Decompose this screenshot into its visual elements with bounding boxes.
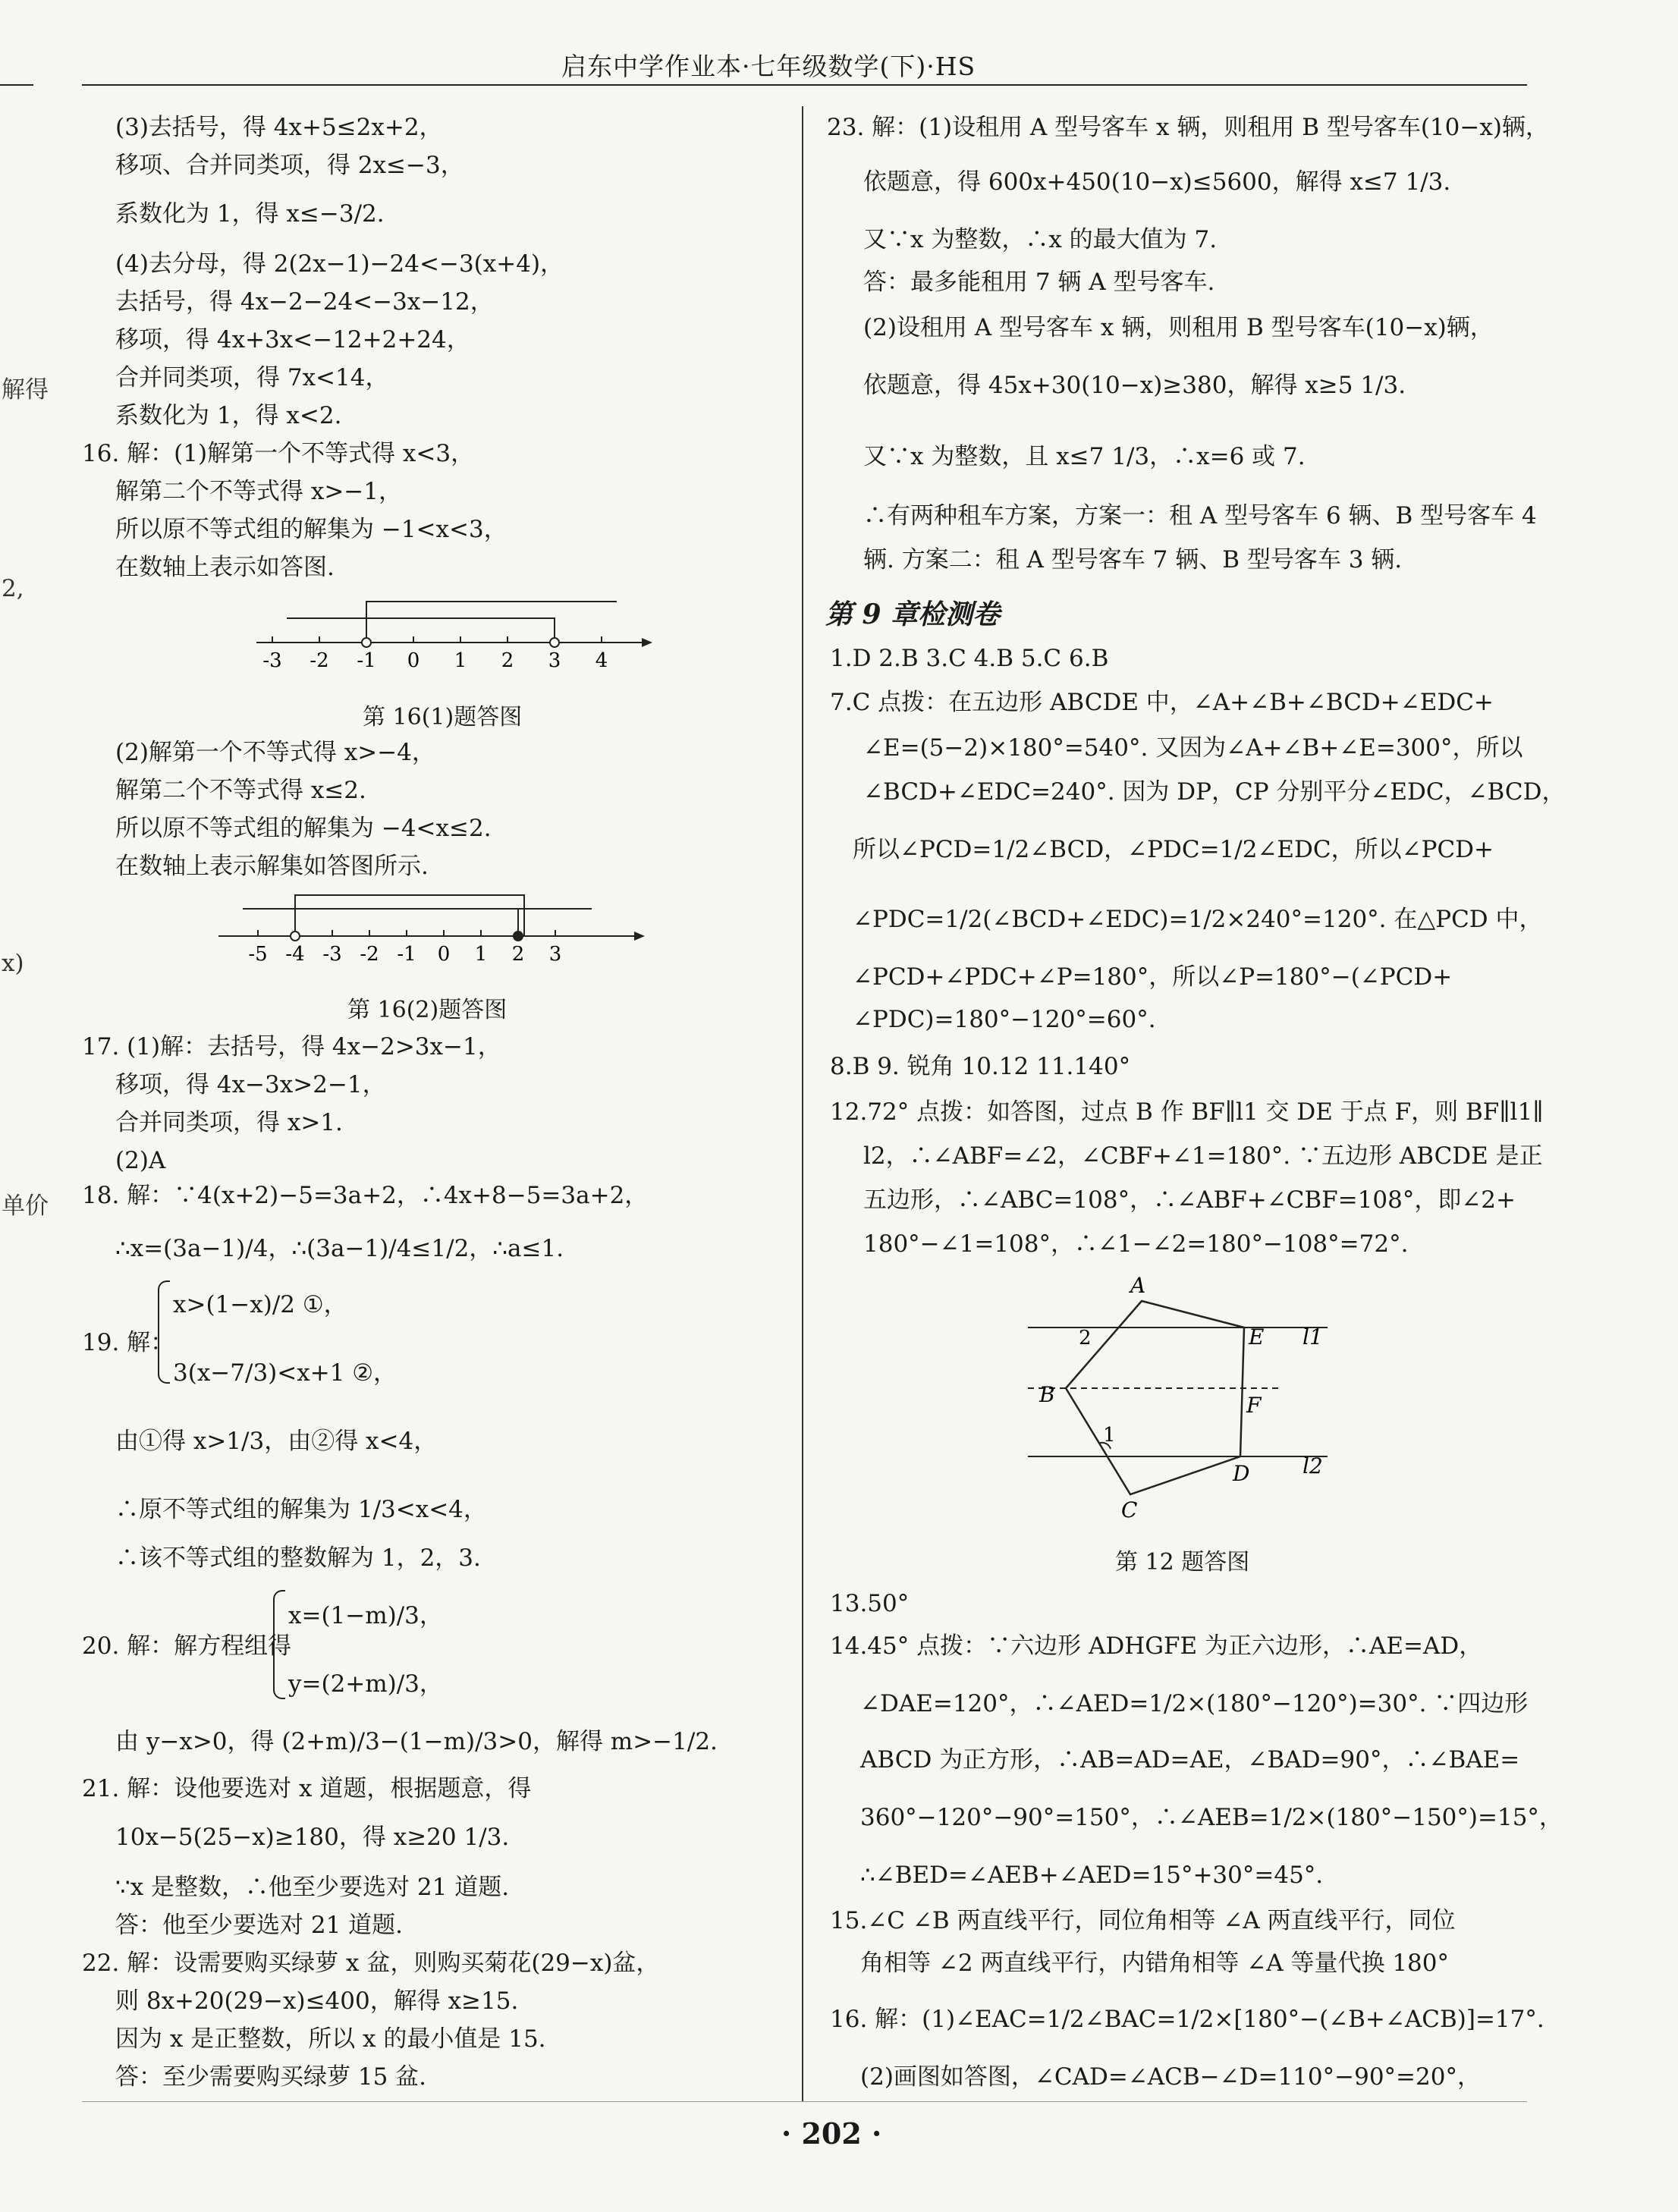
text-line: 16. 解：(1)∠EAC=1/2∠BAC=1/2×[180°−(∠B+∠ACB)]=17°. — [830, 2006, 1544, 2033]
tick-label: -1 — [357, 649, 376, 671]
edge-fragment: x) — [2, 950, 24, 977]
text-line: 答：他至少要选对 21 道题. — [115, 1912, 404, 1939]
text-line: 在数轴上表示解集如答图所示. — [115, 853, 429, 880]
text-line: 系数化为 1，得 x<2. — [115, 402, 342, 429]
open-point — [550, 638, 559, 647]
text-line: (2)画图如答图，∠CAD=∠ACB−∠D=110°−90°=20°， — [860, 2063, 1481, 2091]
text-line: 解第二个不等式得 x≤2. — [115, 777, 366, 804]
text-line: 13.50° — [830, 1590, 910, 1617]
solution-bracket-left — [366, 602, 617, 643]
text-line: 7.C 点拨：在五边形 ABCDE 中，∠A+∠B+∠BCD+∠EDC+ — [830, 689, 1494, 716]
text-line: ∴原不等式组的解集为 1/3<x<4， — [115, 1496, 487, 1523]
number-line-16-1 — [250, 588, 660, 671]
axis-arrow — [634, 932, 645, 941]
text-line: 去括号，得 4x−2−24<−3x−12， — [115, 288, 494, 316]
vertex-label: C — [1121, 1497, 1138, 1522]
vertex-label: E — [1249, 1324, 1265, 1350]
text-line: 360°−120°−90°=150°，∴∠AEB=1/2×(180°−150°)=15°， — [860, 1804, 1563, 1831]
tick-label: 1 — [454, 649, 467, 671]
tick-label: 0 — [437, 943, 451, 965]
text-line: 解第二个不等式得 x>−1， — [115, 478, 403, 505]
text-line: 又∵x 为整数，∴x 的最大值为 7. — [863, 226, 1218, 253]
text-line: 所以原不等式组的解集为 −1<x<3， — [115, 516, 507, 543]
text-line: (2)解第一个不等式得 x>−4， — [115, 739, 435, 766]
text-line: (3)去括号，得 4x+5≤2x+2， — [115, 114, 443, 141]
text-line: 系数化为 1，得 x≤−3/2. — [115, 200, 385, 228]
chapter-title: 第 9 章检测卷 — [825, 599, 1001, 630]
tick-label: -2 — [310, 649, 329, 671]
angle-label: 1 — [1103, 1424, 1116, 1447]
tick-label: 3 — [548, 649, 561, 671]
text-line: 辆. 方案二：租 A 型号客车 7 辆、B 型号客车 3 辆. — [863, 546, 1403, 573]
text-line: 180°−∠1=108°，∴∠1−∠2=180°−108°=72°. — [863, 1230, 1409, 1258]
text-line: l2，∴∠ABF=∠2，∠CBF+∠1=180°. ∵五边形 ABCDE 是正 — [863, 1142, 1543, 1170]
text-line: 17. (1)解：去括号，得 4x−2>3x−1， — [82, 1033, 501, 1060]
text-line: 角相等 ∠2 两直线平行，内错角相等 ∠A 等量代换 180° — [860, 1950, 1449, 1977]
open-point — [362, 638, 371, 647]
tick-label: -3 — [262, 649, 282, 671]
text-line: 由①得 x>1/3，由②得 x<4， — [115, 1428, 438, 1455]
text-line: 移项、合并同类项，得 2x≤−3， — [115, 152, 464, 179]
line-label: l1 — [1302, 1324, 1323, 1350]
edge-fragment: 2, — [2, 575, 24, 602]
text-line: 23. 解：(1)设租用 A 型号客车 x 辆，则租用 B 型号客车(10−x)辆， — [827, 114, 1549, 141]
vertex-label: B — [1039, 1382, 1055, 1407]
closed-point — [514, 932, 523, 941]
text-line: ∵x 是整数，∴他至少要选对 21 道题. — [115, 1874, 510, 1901]
text-line: 合并同类项，得 7x<14， — [115, 364, 389, 391]
text-line: (2)设租用 A 型号客车 x 辆，则租用 B 型号客车(10−x)辆， — [863, 314, 1494, 341]
text-line: 答：至少需要购买绿萝 15 盆. — [115, 2063, 427, 2091]
solution-bracket-left — [295, 895, 524, 936]
text-line: 8.B 9. 锐角 10.12 11.140° — [830, 1053, 1131, 1080]
text-line: 12.72° 点拨：如答图，过点 B 作 BF∥l1 交 DE 于点 F，则 BF∥l1∥ — [830, 1098, 1544, 1126]
left-edge-rule — [0, 84, 33, 86]
edge-fragment: 单价 — [2, 1192, 49, 1220]
text-line: ∴有两种租车方案，方案一：租 A 型号客车 6 辆、B 型号客车 4 — [863, 502, 1537, 529]
text-line: ∴该不等式组的整数解为 1，2，3. — [115, 1544, 481, 1572]
tick-label: -5 — [248, 943, 268, 965]
tick-label: 2 — [501, 649, 514, 671]
text-line: ∠PDC=1/2(∠BCD+∠EDC)=1/2×240°=120°. 在△PCD 中， — [853, 906, 1543, 933]
text-line: 1.D 2.B 3.C 4.B 5.C 6.B — [830, 645, 1109, 672]
tick-label: 1 — [474, 943, 488, 965]
text-line: 依题意，得 45x+30(10−x)≥380，解得 x≥5 1/3. — [863, 372, 1406, 399]
footer-rule — [82, 2101, 1527, 2102]
text-line: y=(2+m)/3， — [288, 1670, 443, 1698]
text-line: (2)A — [115, 1147, 166, 1174]
tick-label: 0 — [407, 649, 420, 671]
tick-label: -4 — [285, 943, 305, 965]
text-line: 14.45° 点拨：∵六边形 ADHGFE 为正六边形，∴AE=AD， — [830, 1632, 1483, 1660]
text-line: ∠DAE=120°，∴∠AED=1/2×(180°−120°)=30°. ∵四边形 — [860, 1690, 1529, 1717]
text-line: 移项，得 4x−3x>2−1， — [115, 1071, 386, 1098]
text-line: x>(1−x)/2 ①， — [173, 1291, 347, 1318]
figure-caption: 第 16(1)题答图 — [363, 704, 523, 731]
axis-ticks — [258, 930, 555, 936]
figure-caption: 第 12 题答图 — [1115, 1549, 1250, 1576]
text-line: 19. 解： — [82, 1329, 174, 1356]
axis-arrow — [642, 638, 652, 647]
text-line: 3(x−7/3)<x+1 ②， — [173, 1359, 398, 1387]
tick-label: 2 — [511, 943, 525, 965]
text-line: 由 y−x>0，得 (2+m)/3−(1−m)/3>0，解得 m>−1/2. — [115, 1728, 718, 1755]
text-line: x=(1−m)/3， — [288, 1602, 443, 1629]
tick-label: 3 — [548, 943, 562, 965]
tick-label: -1 — [397, 943, 416, 965]
text-line: 在数轴上表示如答图. — [115, 554, 335, 581]
text-line: ∴x=(3a−1)/4，∴(3a−1)/4≤1/2，∴a≤1. — [115, 1235, 564, 1262]
solution-bracket-right — [243, 909, 518, 936]
vertex-label: F — [1246, 1393, 1262, 1418]
pentagon-figure-12 — [1017, 1267, 1335, 1525]
text-line: 所以原不等式组的解集为 −4<x≤2. — [115, 815, 492, 842]
solution-bracket-right — [287, 618, 555, 643]
figure-caption: 第 16(2)题答图 — [347, 997, 507, 1023]
text-line: ∴∠BED=∠AEB+∠AED=15°+30°=45°. — [860, 1862, 1324, 1889]
text-line: ∠BCD+∠EDC=240°. 因为 DP，CP 分别平分∠EDC，∠BCD， — [863, 778, 1566, 806]
tick-label: -2 — [360, 943, 379, 965]
header-rule — [82, 84, 1527, 86]
text-line: 因为 x 是正整数，所以 x 的最小值是 15. — [115, 2025, 546, 2053]
text-line: 又∵x 为整数，且 x≤7 1/3，∴x=6 或 7. — [863, 443, 1306, 470]
number-line-16-2 — [212, 881, 652, 965]
text-line: ∠E=(5−2)×180°=540°. 又因为∠A+∠B+∠E=300°，所以 — [863, 734, 1523, 762]
tick-label: -3 — [322, 943, 342, 965]
text-line: ∠PCD+∠PDC+∠P=180°，所以∠P=180°−(∠PCD+ — [853, 963, 1453, 991]
text-line: 10x−5(25−x)≥180，得 x≥20 1/3. — [115, 1824, 510, 1851]
text-line: 18. 解：∵4(x+2)−5=3a+2，∴4x+8−5=3a+2， — [82, 1182, 649, 1209]
vertex-label: A — [1130, 1273, 1146, 1298]
text-line: 16. 解：(1)解第一个不等式得 x<3， — [82, 440, 475, 467]
text-line: ∠PDC)=180°−120°=60°. — [853, 1006, 1156, 1033]
column-divider — [802, 106, 803, 2101]
angle-label: 2 — [1079, 1327, 1092, 1350]
text-line: 五边形，∴∠ABC=108°，∴∠ABF+∠CBF=108°，即∠2+ — [863, 1186, 1516, 1214]
text-line: 所以∠PCD=1/2∠BCD，∠PDC=1/2∠EDC，所以∠PCD+ — [853, 836, 1494, 863]
text-line: 则 8x+20(29−x)≤400，解得 x≥15. — [115, 1987, 519, 2015]
line-label: l2 — [1302, 1453, 1323, 1478]
text-line: 21. 解：设他要选对 x 道题，根据题意，得 — [82, 1775, 532, 1802]
pentagon-ABCDE — [1066, 1301, 1244, 1494]
page-header-title: 启东中学作业本·七年级数学(下)·HS — [561, 52, 976, 81]
text-line: 合并同类项，得 x>1. — [115, 1109, 343, 1136]
text-line: 答：最多能租用 7 辆 A 型号客车. — [863, 269, 1215, 296]
text-line: 15.∠C ∠B 两直线平行，同位角相等 ∠A 两直线平行，同位 — [830, 1907, 1456, 1934]
tick-label: 4 — [595, 649, 608, 671]
open-point — [291, 932, 300, 941]
vertex-label: D — [1233, 1461, 1250, 1486]
text-line: 22. 解：设需要购买绿萝 x 盆，则购买菊花(29−x)盆， — [82, 1950, 660, 1977]
text-line: 移项，得 4x+3x<−12+2+24， — [115, 326, 470, 353]
text-line: 20. 解：解方程组得 — [82, 1632, 292, 1660]
page-number: · 202 · — [781, 2116, 882, 2151]
text-line: 依题意，得 600x+450(10−x)≤5600，解得 x≤7 1/3. — [863, 168, 1451, 196]
text-line: ABCD 为正方形，∴AB=AD=AE，∠BAD=90°，∴∠BAE= — [860, 1746, 1520, 1774]
edge-fragment: 解得 — [2, 376, 49, 404]
text-line: (4)去分母，得 2(2x−1)−24<−3(x+4)， — [115, 250, 564, 278]
